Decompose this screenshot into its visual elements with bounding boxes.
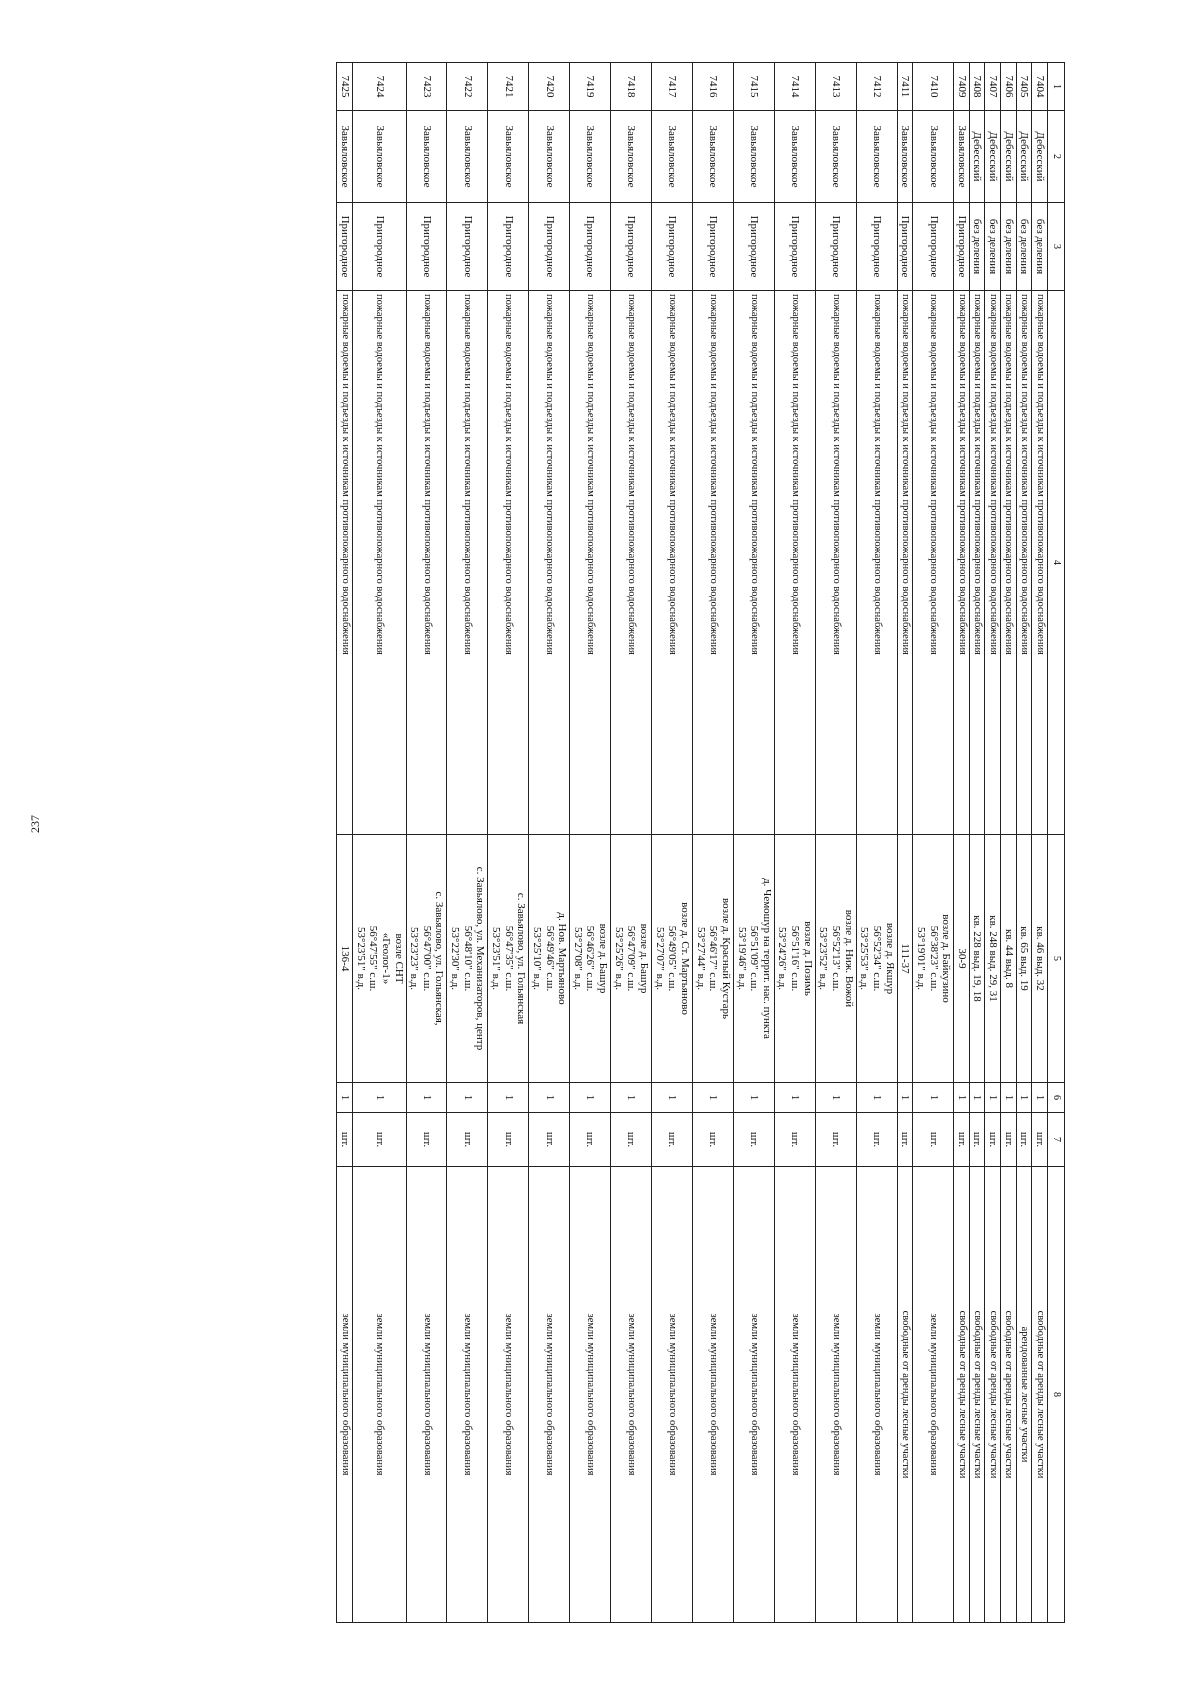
location-line: 56°51'16" с.ш. <box>789 925 802 992</box>
location-line: 56°52'34" с.ш. <box>870 925 883 992</box>
object-name-cell: пожарные водоемы и подъезды к источникам противопожарного водоснабжения <box>652 291 693 835</box>
table-row <box>733 63 774 1623</box>
location-line: «Геолог-1» <box>379 932 392 985</box>
land-category-cell: земли муниципального образования <box>611 1167 652 1623</box>
unit-cell: шт. <box>1001 1113 1017 1167</box>
quantity-cell: 1 <box>570 1083 611 1113</box>
column-header: 7 <box>1048 1113 1065 1167</box>
table-row <box>1001 63 1017 1623</box>
column-header: 8 <box>1048 1167 1065 1623</box>
location-line: возле д. Якшур <box>883 922 896 995</box>
row-id: 7407 <box>985 63 1001 111</box>
location-cell <box>692 835 733 1083</box>
location-line: 56°46'26" с.ш. <box>584 925 597 992</box>
location-line: 56°49'05" с.ш. <box>666 925 679 992</box>
row-id: 7425 <box>337 63 353 111</box>
district-cell: Завьяловское <box>815 111 856 203</box>
quantity-cell: 1 <box>406 1083 447 1113</box>
column-number-row <box>1048 63 1065 1623</box>
location-line: 111-37 <box>899 943 912 974</box>
object-name-cell: пожарные водоемы и подъезды к источникам противопожарного водоснабжения <box>815 291 856 835</box>
row-id: 7424 <box>352 63 406 111</box>
table-row <box>611 63 652 1623</box>
location-line: 56°51'09" с.ш. <box>748 925 761 992</box>
row-id: 7409 <box>954 63 970 111</box>
quantity-cell: 1 <box>652 1083 693 1113</box>
table-row <box>856 63 897 1623</box>
quantity-cell: 1 <box>611 1083 652 1113</box>
location-line: кв. 228 выд. 19, 18 <box>971 915 984 1002</box>
land-category-cell: земли муниципального образования <box>337 1167 353 1623</box>
location-cell <box>815 835 856 1083</box>
column-header: 5 <box>1048 835 1065 1083</box>
quantity-cell: 1 <box>954 1083 970 1113</box>
object-name-cell: пожарные водоемы и подъезды к источникам противопожарного водоснабжения <box>913 291 954 835</box>
land-category-cell: арендованные лесные участки <box>1016 1167 1032 1623</box>
location-line: 30-9 <box>955 948 968 969</box>
division-cell: Пригородное <box>774 203 815 291</box>
location-line: возле д. Позимь <box>801 921 814 996</box>
division-cell: Пригородное <box>611 203 652 291</box>
land-category-cell: свободные от аренды лесные участки <box>969 1167 985 1623</box>
quantity-cell: 1 <box>1001 1083 1017 1113</box>
division-cell: Пригородное <box>815 203 856 291</box>
object-name-cell: пожарные водоемы и подъезды к источникам противопожарного водоснабжения <box>611 291 652 835</box>
unit-cell: шт. <box>337 1113 353 1167</box>
object-name-cell: пожарные водоемы и подъезды к источникам противопожарного водоснабжения <box>570 291 611 835</box>
land-category-cell: земли муниципального образования <box>733 1167 774 1623</box>
row-id: 7419 <box>570 63 611 111</box>
land-category-cell: земли муниципального образования <box>529 1167 570 1623</box>
district-cell: Дебесский <box>1001 111 1017 203</box>
quantity-cell: 1 <box>913 1083 954 1113</box>
district-cell: Завьяловское <box>529 111 570 203</box>
unit-cell: шт. <box>570 1113 611 1167</box>
location-line: 56°47'09" с.ш. <box>625 925 638 992</box>
location-line: возле д. Красный Кустарь <box>719 898 732 1019</box>
location-cell <box>774 835 815 1083</box>
unit-cell: шт. <box>529 1113 570 1167</box>
table-row <box>692 63 733 1623</box>
district-cell: Завьяловское <box>611 111 652 203</box>
location-line: 53°25'53" в.д. <box>858 927 871 990</box>
unit-cell: шт. <box>611 1113 652 1167</box>
division-cell: Пригородное <box>570 203 611 291</box>
district-cell: Завьяловское <box>897 111 913 203</box>
location-line: 53°24'26" в.д. <box>776 927 789 990</box>
row-id: 7413 <box>815 63 856 111</box>
object-name-cell: пожарные водоемы и подъезды к источникам противопожарного водоснабжения <box>1016 291 1032 835</box>
row-id: 7414 <box>774 63 815 111</box>
table-row <box>913 63 954 1623</box>
row-id: 7423 <box>406 63 447 111</box>
division-cell: без деления <box>985 203 1001 291</box>
table-row <box>406 63 447 1623</box>
quantity-cell: 1 <box>447 1083 488 1113</box>
quantity-cell: 1 <box>969 1083 985 1113</box>
land-category-cell: земли муниципального образования <box>815 1167 856 1623</box>
location-line: 56°47'35" с.ш. <box>502 925 515 992</box>
object-name-cell: пожарные водоемы и подъезды к источникам противопожарного водоснабжения <box>337 291 353 835</box>
unit-cell: шт. <box>774 1113 815 1167</box>
district-cell: Завьяловское <box>406 111 447 203</box>
table-row <box>1016 63 1032 1623</box>
location-line: 56°47'55" с.ш. <box>367 925 380 992</box>
land-category-cell: земли муниципального образования <box>692 1167 733 1623</box>
object-name-cell: пожарные водоемы и подъезды к источникам противопожарного водоснабжения <box>529 291 570 835</box>
district-cell: Завьяловское <box>570 111 611 203</box>
land-category-cell: земли муниципального образования <box>774 1167 815 1623</box>
land-category-cell: земли муниципального образования <box>913 1167 954 1623</box>
land-category-cell: земли муниципального образования <box>570 1167 611 1623</box>
division-cell: Пригородное <box>733 203 774 291</box>
location-cell <box>406 835 447 1083</box>
location-cell <box>529 835 570 1083</box>
location-cell <box>913 835 954 1083</box>
table-row <box>352 63 406 1623</box>
location-line: возле д. Башур <box>638 923 651 994</box>
location-line: 53°19'01" в.д. <box>914 927 927 990</box>
object-name-cell: пожарные водоемы и подъезды к источникам противопожарного водоснабжения <box>692 291 733 835</box>
table-row <box>985 63 1001 1623</box>
location-line: 53°25'26" в.д. <box>612 927 625 990</box>
quantity-cell: 1 <box>1016 1083 1032 1113</box>
district-cell: Дебесский <box>1016 111 1032 203</box>
location-cell <box>652 835 693 1083</box>
row-id: 7415 <box>733 63 774 111</box>
quantity-cell: 1 <box>856 1083 897 1113</box>
location-cell <box>1016 835 1032 1083</box>
unit-cell: шт. <box>913 1113 954 1167</box>
land-category-cell: земли муниципального образования <box>447 1167 488 1623</box>
location-line: с. Завьялово, ул. Гольянская <box>515 892 528 1025</box>
quantity-cell: 1 <box>1032 1083 1048 1113</box>
quantity-cell: 1 <box>337 1083 353 1113</box>
object-name-cell: пожарные водоемы и подъезды к источникам противопожарного водоснабжения <box>969 291 985 835</box>
district-cell: Завьяловское <box>913 111 954 203</box>
object-name-cell: пожарные водоемы и подъезды к источникам противопожарного водоснабжения <box>352 291 406 835</box>
table-row <box>815 63 856 1623</box>
table-row <box>969 63 985 1623</box>
object-name-cell: пожарные водоемы и подъезды к источникам противопожарного водоснабжения <box>985 291 1001 835</box>
location-line: д. Чемошур на террит. нас. пункта <box>760 878 773 1039</box>
unit-cell: шт. <box>488 1113 529 1167</box>
division-cell: Пригородное <box>954 203 970 291</box>
location-line: с. Завьялово, ул. Гольянская, <box>433 891 446 1026</box>
location-line: 53°22'30" в.д. <box>449 927 462 990</box>
district-cell: Завьяловское <box>692 111 733 203</box>
location-line: 53°23'52" в.д. <box>817 927 830 990</box>
location-line: 53°27'08" в.д. <box>571 927 584 990</box>
location-cell <box>985 835 1001 1083</box>
table-row <box>570 63 611 1623</box>
district-cell: Завьяловское <box>352 111 406 203</box>
fire-reservoir-table <box>336 62 1065 1623</box>
table-row <box>897 63 913 1623</box>
location-line: 56°48'10" с.ш. <box>461 925 474 992</box>
object-name-cell: пожарные водоемы и подъезды к источникам противопожарного водоснабжения <box>1032 291 1048 835</box>
column-header: 2 <box>1048 111 1065 203</box>
location-line: 56°49'46" с.ш. <box>543 925 556 992</box>
unit-cell: шт. <box>692 1113 733 1167</box>
quantity-cell: 1 <box>733 1083 774 1113</box>
object-name-cell: пожарные водоемы и подъезды к источникам противопожарного водоснабжения <box>406 291 447 835</box>
land-category-cell: земли муниципального образования <box>652 1167 693 1623</box>
unit-cell: шт. <box>406 1113 447 1167</box>
location-line: д. Нов. Мартьяново <box>556 912 569 1005</box>
location-line: кв. 248 выд. 29, 31 <box>987 915 1000 1002</box>
land-category-cell: земли муниципального образования <box>488 1167 529 1623</box>
unit-cell: шт. <box>815 1113 856 1167</box>
district-cell: Завьяловское <box>652 111 693 203</box>
row-id: 7410 <box>913 63 954 111</box>
division-cell: Пригородное <box>529 203 570 291</box>
division-cell: Пригородное <box>352 203 406 291</box>
object-name-cell: пожарные водоемы и подъезды к источникам противопожарного водоснабжения <box>488 291 529 835</box>
quantity-cell: 1 <box>529 1083 570 1113</box>
division-cell: Пригородное <box>488 203 529 291</box>
row-id: 7404 <box>1032 63 1048 111</box>
page-number: 237 <box>28 815 42 833</box>
location-line: 53°19'46" в.д. <box>735 927 748 990</box>
district-cell: Дебесский <box>1032 111 1048 203</box>
unit-cell: шт. <box>969 1113 985 1167</box>
location-line: 56°46'17" с.ш. <box>707 925 720 992</box>
division-cell: без деления <box>1001 203 1017 291</box>
land-category-cell: свободные от аренды лесные участки <box>1032 1167 1048 1623</box>
object-name-cell: пожарные водоемы и подъезды к источникам противопожарного водоснабжения <box>856 291 897 835</box>
location-line: 136-4 <box>338 945 351 972</box>
location-cell <box>1001 835 1017 1083</box>
location-line: возле д. Ниж. Вожой <box>842 909 855 1008</box>
division-cell: Пригородное <box>913 203 954 291</box>
location-line: 53°25'10" в.д. <box>530 927 543 990</box>
unit-cell: шт. <box>447 1113 488 1167</box>
district-cell: Завьяловское <box>856 111 897 203</box>
location-cell <box>954 835 970 1083</box>
table-row <box>652 63 693 1623</box>
object-name-cell: пожарные водоемы и подъезды к источникам противопожарного водоснабжения <box>897 291 913 835</box>
district-cell: Завьяловское <box>488 111 529 203</box>
district-cell: Завьяловское <box>954 111 970 203</box>
division-cell: Пригородное <box>337 203 353 291</box>
table-row <box>954 63 970 1623</box>
location-cell <box>488 835 529 1083</box>
quantity-cell: 1 <box>692 1083 733 1113</box>
row-id: 7408 <box>969 63 985 111</box>
row-id: 7418 <box>611 63 652 111</box>
row-id: 7412 <box>856 63 897 111</box>
object-name-cell: пожарные водоемы и подъезды к источникам противопожарного водоснабжения <box>774 291 815 835</box>
unit-cell: шт. <box>897 1113 913 1167</box>
row-id: 7417 <box>652 63 693 111</box>
unit-cell: шт. <box>352 1113 406 1167</box>
land-category-cell: земли муниципального образования <box>352 1167 406 1623</box>
district-cell: Завьяловское <box>774 111 815 203</box>
district-cell: Дебесский <box>969 111 985 203</box>
location-cell <box>337 835 353 1083</box>
location-cell <box>352 835 406 1083</box>
row-id: 7416 <box>692 63 733 111</box>
location-line: возле д. Байкузино <box>940 914 953 1003</box>
unit-cell: шт. <box>733 1113 774 1167</box>
quantity-cell: 1 <box>774 1083 815 1113</box>
location-line: 53°23'23" в.д. <box>408 927 421 990</box>
row-id: 7405 <box>1016 63 1032 111</box>
location-cell <box>1032 835 1048 1083</box>
table-row <box>488 63 529 1623</box>
location-cell <box>611 835 652 1083</box>
unit-cell: шт. <box>985 1113 1001 1167</box>
land-category-cell: свободные от аренды лесные участки <box>1001 1167 1017 1623</box>
land-category-cell: земли муниципального образования <box>856 1167 897 1623</box>
quantity-cell: 1 <box>985 1083 1001 1113</box>
location-line: возле д. Ст. Мартьяново <box>678 902 691 1015</box>
division-cell: без деления <box>1016 203 1032 291</box>
location-line: 53°27'07" в.д. <box>653 927 666 990</box>
land-category-cell: земли муниципального образования <box>406 1167 447 1623</box>
division-cell: Пригородное <box>692 203 733 291</box>
location-line: 56°47'00" с.ш. <box>420 925 433 992</box>
location-cell <box>570 835 611 1083</box>
table-row <box>774 63 815 1623</box>
location-line: возле СНТ <box>392 933 405 984</box>
location-line: 53°27'44" в.д. <box>694 927 707 990</box>
unit-cell: шт. <box>652 1113 693 1167</box>
location-line: 53°23'51" в.д. <box>354 927 367 990</box>
column-header: 3 <box>1048 203 1065 291</box>
division-cell: без деления <box>1032 203 1048 291</box>
location-cell <box>447 835 488 1083</box>
row-id: 7421 <box>488 63 529 111</box>
quantity-cell: 1 <box>897 1083 913 1113</box>
object-name-cell: пожарные водоемы и подъезды к источникам противопожарного водоснабжения <box>447 291 488 835</box>
row-id: 7422 <box>447 63 488 111</box>
rotated-table-wrapper <box>336 62 1065 1622</box>
land-category-cell: свободные от аренды лесные участки <box>954 1167 970 1623</box>
location-cell <box>733 835 774 1083</box>
division-cell: Пригородное <box>856 203 897 291</box>
row-id: 7411 <box>897 63 913 111</box>
row-id: 7406 <box>1001 63 1017 111</box>
location-line: 53°23'51" в.д. <box>490 927 503 990</box>
division-cell: Пригородное <box>652 203 693 291</box>
row-id: 7420 <box>529 63 570 111</box>
location-cell <box>969 835 985 1083</box>
quantity-cell: 1 <box>488 1083 529 1113</box>
quantity-cell: 1 <box>815 1083 856 1113</box>
column-header: 1 <box>1048 63 1065 111</box>
location-line: кв. 44 выд. 8 <box>1002 929 1015 988</box>
district-cell: Завьяловское <box>447 111 488 203</box>
division-cell: Пригородное <box>406 203 447 291</box>
district-cell: Дебесский <box>985 111 1001 203</box>
table-row <box>447 63 488 1623</box>
column-header: 6 <box>1048 1083 1065 1113</box>
quantity-cell: 1 <box>352 1083 406 1113</box>
location-line: кв. 65 выд. 19 <box>1018 926 1031 991</box>
unit-cell: шт. <box>1032 1113 1048 1167</box>
division-cell: Пригородное <box>897 203 913 291</box>
division-cell: Пригородное <box>447 203 488 291</box>
land-category-cell: свободные от аренды лесные участки <box>985 1167 1001 1623</box>
land-category-cell: свободные от аренды лесные участки <box>897 1167 913 1623</box>
unit-cell: шт. <box>856 1113 897 1167</box>
district-cell: Завьяловское <box>733 111 774 203</box>
location-line: возле д. Башур <box>597 923 610 994</box>
object-name-cell: пожарные водоемы и подъезды к источникам противопожарного водоснабжения <box>733 291 774 835</box>
division-cell: без деления <box>969 203 985 291</box>
object-name-cell: пожарные водоемы и подъезды к источникам противопожарного водоснабжения <box>954 291 970 835</box>
district-cell: Завьяловское <box>337 111 353 203</box>
location-line: 56°38'23" с.ш. <box>927 925 940 992</box>
location-line: 56°52'13" с.ш. <box>830 925 843 992</box>
table-row <box>529 63 570 1623</box>
unit-cell: шт. <box>954 1113 970 1167</box>
column-header: 4 <box>1048 291 1065 835</box>
location-cell <box>897 835 913 1083</box>
table-row <box>337 63 353 1623</box>
table-row <box>1032 63 1048 1623</box>
table-body <box>337 63 1048 1623</box>
unit-cell: шт. <box>1016 1113 1032 1167</box>
location-line: с. Завьялово, ул. Механизаторов, центр <box>474 866 487 1051</box>
location-line: кв. 46 выд. 32 <box>1034 926 1046 991</box>
object-name-cell: пожарные водоемы и подъезды к источникам противопожарного водоснабжения <box>1001 291 1017 835</box>
location-cell <box>856 835 897 1083</box>
